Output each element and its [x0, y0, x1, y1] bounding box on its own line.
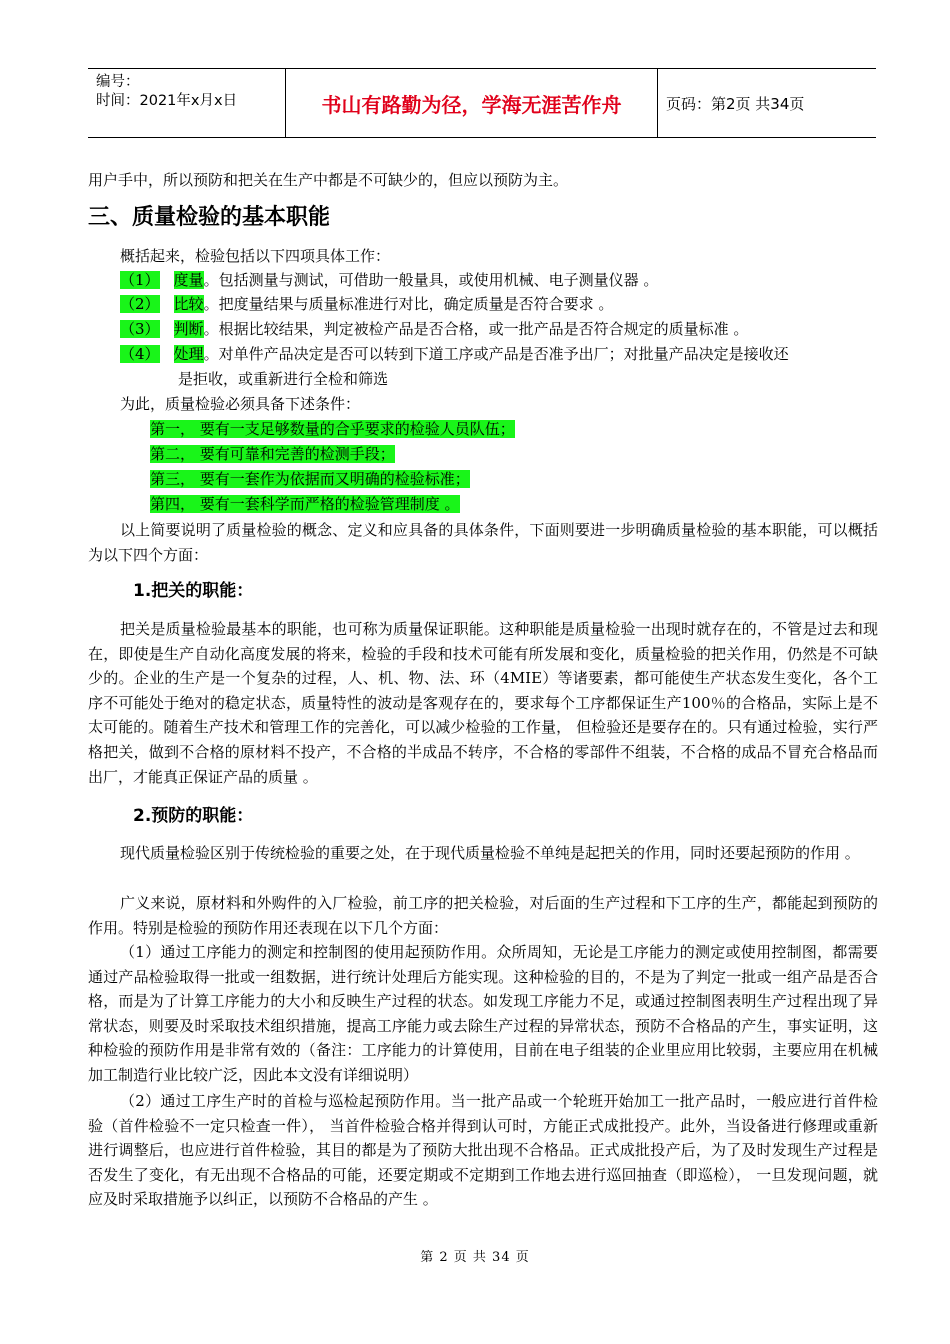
task-number: （4） — [120, 345, 160, 363]
paragraph-prevention-2: 广义来说，原材料和外购件的入厂检验，前工序的把关检验，对后面的生产过程和下工序的生产，都能起到预防的作用。特别是检验的预防作用还表现在以下几个方面： — [88, 894, 878, 937]
condition-item — [150, 442, 940, 466]
task-text: 。根据比较结果，判定被检产品是否合格，或一批产品是否符合规定的质量标准 。 — [203, 320, 749, 338]
task-number: （2） — [120, 295, 160, 313]
conditions-intro: 为此，质量检验必须具备下述条件： — [120, 395, 361, 413]
condition-text: 第三， 要有一套作为依据而又明确的检验标准； — [150, 470, 470, 488]
condition-item — [150, 492, 940, 516]
task-term: 度量 — [173, 271, 204, 289]
intro-line: 用户手中，所以预防和把关在生产中都是不可缺少的，但应以预防为主。 — [88, 171, 569, 189]
task-item-3 — [120, 317, 910, 341]
summary-line: 概括起来，检验包括以下四项具体工作： — [120, 247, 391, 265]
condition-item — [150, 417, 940, 441]
task-text: 。把度量结果与质量标准进行对比，确定质量是否符合要求 。 — [203, 295, 614, 313]
paragraph-prevention-1: 现代质量检验区别于传统检验的重要之处，在于现代质量检验不单纯是起把关的作用，同时还要起预防的作用 。 — [120, 844, 860, 862]
number-label: 编号： — [96, 74, 140, 90]
section-title: 三、质量检验的基本职能 — [88, 205, 331, 230]
task-text: 。包括测量与测试，可借助一般量具，或使用机械、电子测量仪器 。 — [203, 271, 659, 289]
task-term: 处理 — [173, 345, 204, 363]
header-page-info: 页码：第2页 共34页 — [666, 94, 805, 113]
condition-text: 第二， 要有可靠和完善的检测手段； — [150, 445, 395, 463]
condition-text: 第四， 要有一套科学而严格的检验管理制度 。 — [150, 495, 460, 513]
task-number: （3） — [120, 320, 160, 338]
task-term: 比较 — [173, 295, 204, 313]
task-item-4 — [120, 342, 910, 366]
header-meta — [88, 69, 286, 137]
paragraph-gatekeeping: 把关是质量检验最基本的职能，也可称为质量保证职能。这种职能是质量检验一出现时就存在的，不管是过去和现在，即使是生产自动化高度发展的将来，检验的手段和技术可能有所发展和变化，质量检验的把关作用，仍然是不可缺少的。企业的生产是一个复杂的过程，人、机、物、法、环（4MIE）等诸要素，都可能使生产状态发生变化，各个工序不可能处于绝对的稳定状态，质量特性的波动是客观存在的，要求每个工序都保证生产100％的合格品，实际上是不太可能的。随着生产技术和管理工作的完善化，可以减少检验的工作量， 但检验还是要存在的。只有通过检验，实行严格把关，做到不合格的原材料不投产，不合格的半成品不转序，不合格的零部件不组装，不合格的成品不冒充合格品而出厂，才能真正保证产品的质量 。 — [88, 620, 878, 786]
task-number: （1） — [120, 271, 160, 289]
transition-paragraph: 以上简要说明了质量检验的概念、定义和应具备的具体条件，下面则要进一步明确质量检验的基本职能，可以概括为以下四个方面： — [88, 521, 878, 564]
paragraph-prevention-4: （2）通过工序生产时的首检与巡检起预防作用。当一批产品或一个轮班开始加工一批产品时，一般应进行首件检验（首件检验不一定只检查一件）， 当首件检验合格并得到认可时，方能正式成批投产。此外，当设备进行修理或重新进行调整后，也应进行首件检验，其目的都是为了预防大批出现不合格品。正式成批投产后，为了及时发现生产过程是否发生了变化，有无出现不合格品的可能，还要定期或不定期到工作地去进行巡回抽查（即巡检）， 一旦发现问题，就应及时采取措施予以纠正，以预防不合格品的产生 。 — [88, 1092, 878, 1209]
task-item-1 — [120, 268, 910, 292]
task-item-2 — [120, 292, 910, 316]
subsection-title-2: 2.预防的职能： — [133, 806, 254, 826]
task-term: 判断 — [173, 320, 204, 338]
condition-item — [150, 467, 940, 491]
subsection-title-1: 1.把关的职能： — [133, 581, 254, 601]
page-header — [88, 68, 876, 138]
task-text: 。对单件产品决定是否可以转到下道工序或产品是否准予出厂；对批量产品决定是接收还 — [203, 345, 789, 363]
page-footer: 第 2 页 共 34 页 — [420, 1250, 530, 1265]
header-motto: 书山有路勤为径，学海无涯苦作舟 — [286, 69, 658, 137]
time-label: 时间：2021年x月x日 — [96, 93, 238, 109]
condition-text: 第一， 要有一支足够数量的合乎要求的检验人员队伍； — [150, 420, 515, 438]
paragraph-prevention-3: （1）通过工序能力的测定和控制图的使用起预防作用。众所周知，无论是工序能力的测定或使用控制图，都需要通过产品检验取得一批或一组数据，进行统计处理后方能实现。这种检验的目的，不是为了判定一批或一组产品是否合格，而是为了计算工序能力的大小和反映生产过程的状态。如发现工序能力不足，或通过控制图表明生产过程出现了异常状态，则要及时采取技术组织措施，提高工序能力或去除生产过程的异常状态，预防不合格品的产生，事实证明，这种检验的预防作用是非常有效的（备注：工序能力的计算使用，目前在电子组装的企业里应用比较弱，主要应用在机械加工制造行业比较广泛，因此本文没有详细说明） — [88, 943, 878, 1084]
task-item-4-continued: 是拒收，或重新进行全检和筛选 — [178, 370, 389, 388]
